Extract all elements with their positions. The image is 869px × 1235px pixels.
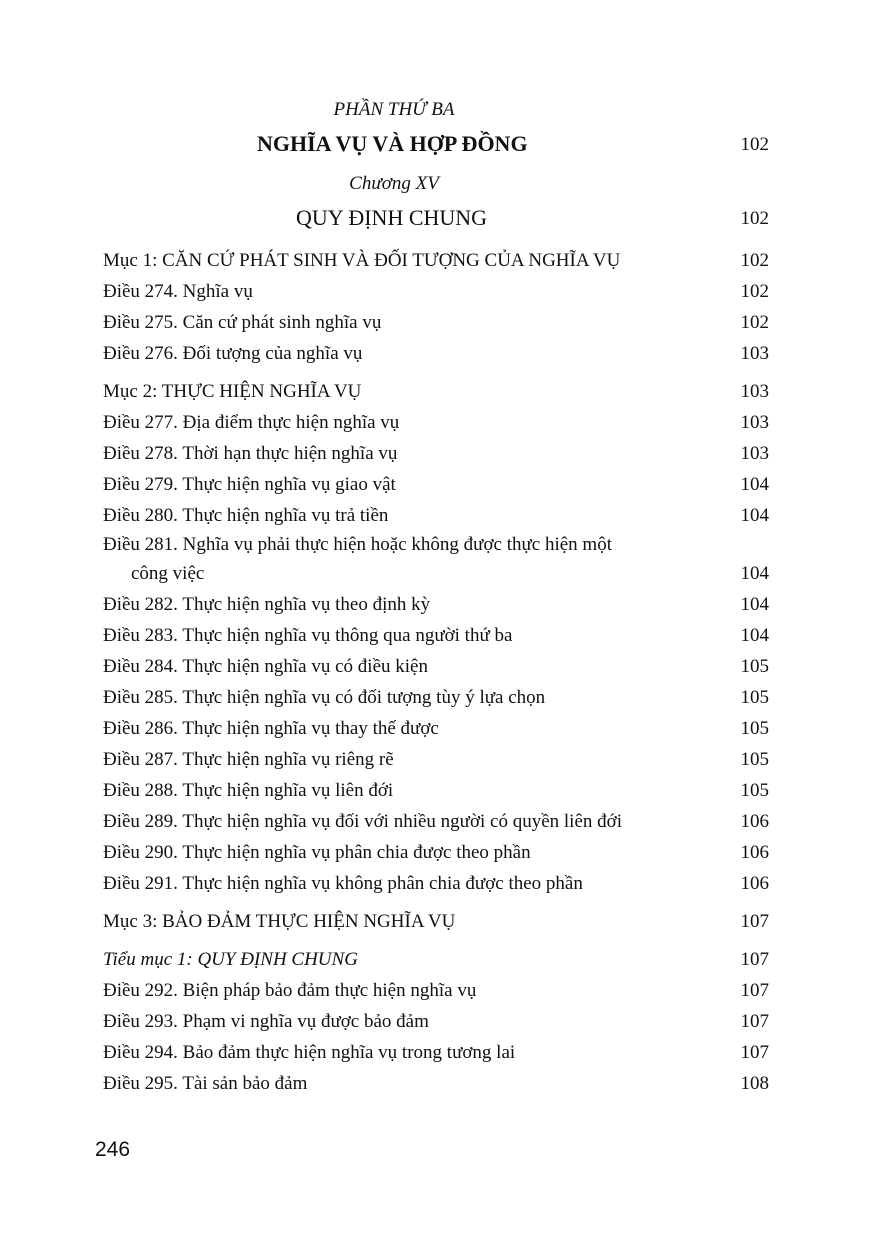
entry-title: Điều 274. Nghĩa vụ <box>103 281 253 302</box>
entry-page-number: 103 <box>740 381 769 402</box>
entry-title: Điều 278. Thời hạn thực hiện nghĩa vụ <box>103 443 398 464</box>
toc-article-entry[interactable] <box>103 975 769 1006</box>
entry-page-number: 107 <box>740 980 769 1001</box>
entry-page-number: 103 <box>740 343 769 364</box>
entry-title: Tiểu mục 1: QUY ĐỊNH CHUNG <box>103 949 358 970</box>
entry-title: Điều 283. Thực hiện nghĩa vụ thông qua người thứ ba <box>103 625 513 646</box>
entry-page-number: 105 <box>740 718 769 739</box>
entry-page-number: 107 <box>740 1011 769 1032</box>
entry-page-number: 108 <box>740 1073 769 1094</box>
toc-article-entry[interactable] <box>103 1006 769 1037</box>
entry-page-number: 105 <box>740 780 769 801</box>
chapter-label: Chương XV <box>349 173 439 194</box>
entry-page-number: 103 <box>740 412 769 433</box>
toc-article-entry[interactable] <box>103 682 769 713</box>
entry-page-number: 104 <box>740 625 769 646</box>
entry-page-number: 104 <box>740 474 769 495</box>
toc-article-entry[interactable] <box>103 338 769 369</box>
entry-page-number: 104 <box>740 505 769 526</box>
entry-title: Điều 288. Thực hiện nghĩa vụ liên đới <box>103 780 394 801</box>
toc-article-entry[interactable] <box>103 806 769 837</box>
entry-title: Điều 294. Bảo đảm thực hiện nghĩa vụ trong tương lai <box>103 1042 516 1063</box>
toc-article-entry[interactable] <box>103 307 769 338</box>
toc-article-entry[interactable] <box>103 1068 769 1099</box>
toc-article-entry[interactable] <box>103 713 769 744</box>
entry-title: Điều 277. Địa điểm thực hiện nghĩa vụ <box>103 412 400 433</box>
part-label: PHẦN THỨ BA <box>333 99 455 120</box>
toc-article-entry[interactable] <box>103 837 769 868</box>
toc-section-entry[interactable] <box>103 376 769 407</box>
toc-article-entry[interactable] <box>103 276 769 307</box>
toc-list <box>103 245 769 1099</box>
entry-title: Điều 276. Đối tượng của nghĩa vụ <box>103 343 363 364</box>
toc-section-entry[interactable] <box>103 906 769 937</box>
entry-title-continued: công việc <box>131 563 205 584</box>
entry-title: Điều 287. Thực hiện nghĩa vụ riêng rẽ <box>103 749 394 770</box>
entry-page-number: 102 <box>740 250 769 271</box>
entry-page-number: 107 <box>740 911 769 932</box>
entry-title: Điều 279. Thực hiện nghĩa vụ giao vật <box>103 474 396 495</box>
entry-title: Điều 291. Thực hiện nghĩa vụ không phân chia được theo phần <box>103 873 583 894</box>
entry-page-number: 104 <box>740 594 769 615</box>
entry-page-number: 107 <box>740 949 769 970</box>
entry-page-number: 102 <box>740 281 769 302</box>
toc-article-entry[interactable] <box>103 469 769 500</box>
toc-article-entry[interactable] <box>103 775 769 806</box>
entry-title: Điều 280. Thực hiện nghĩa vụ trả tiền <box>103 505 389 526</box>
chapter-title: QUY ĐỊNH CHUNG <box>296 205 488 230</box>
part-page-number: 102 <box>740 134 769 155</box>
toc-section-entry[interactable] <box>103 245 769 276</box>
entry-page-number: 102 <box>740 312 769 333</box>
entry-page-number: 105 <box>740 687 769 708</box>
toc-article-entry[interactable] <box>103 589 769 620</box>
toc-article-entry[interactable] <box>103 438 769 469</box>
toc-article-entry[interactable] <box>103 868 769 899</box>
toc-subsection-entry[interactable] <box>103 944 769 975</box>
entry-page-number: 105 <box>740 656 769 677</box>
toc-article-entry[interactable] <box>103 531 769 589</box>
entry-title: Mục 3: BẢO ĐẢM THỰC HIỆN NGHĨA VỤ <box>103 911 456 932</box>
entry-title: Điều 295. Tài sản bảo đảm <box>103 1073 308 1094</box>
entry-title: Điều 281. Nghĩa vụ phải thực hiện hoặc không được thực hiện một <box>103 534 612 555</box>
toc-article-entry[interactable] <box>103 620 769 651</box>
entry-title: Điều 284. Thực hiện nghĩa vụ có điều kiện <box>103 656 428 677</box>
entry-title: Điều 285. Thực hiện nghĩa vụ có đối tượng tùy ý lựa chọn <box>103 687 546 708</box>
toc-article-entry[interactable] <box>103 407 769 438</box>
entry-page-number: 105 <box>740 749 769 770</box>
toc-article-entry[interactable] <box>103 744 769 775</box>
entry-page-number: 106 <box>740 811 769 832</box>
entry-title: Điều 289. Thực hiện nghĩa vụ đối với nhiều người có quyền liên đới <box>103 811 622 832</box>
entry-title: Điều 275. Căn cứ phát sinh nghĩa vụ <box>103 312 382 333</box>
entry-title: Điều 282. Thực hiện nghĩa vụ theo định kỳ <box>103 594 431 615</box>
entry-title: Điều 290. Thực hiện nghĩa vụ phân chia được theo phần <box>103 842 531 863</box>
entry-page-number: 106 <box>740 873 769 894</box>
entry-title: Mục 2: THỰC HIỆN NGHĨA VỤ <box>103 381 362 402</box>
entry-title: Mục 1: CĂN CỨ PHÁT SINH VÀ ĐỐI TƯỢNG CỦA NGHĨA VỤ <box>103 250 621 271</box>
entry-page-number: 106 <box>740 842 769 863</box>
chapter-page-number: 102 <box>740 208 769 229</box>
toc-article-entry[interactable] <box>103 651 769 682</box>
part-title: NGHĨA VỤ VÀ HỢP ĐỒNG <box>257 131 528 156</box>
toc-article-entry[interactable] <box>103 500 769 531</box>
entry-page-number: 104 <box>740 563 769 584</box>
entry-page-number: 103 <box>740 443 769 464</box>
toc-article-entry[interactable] <box>103 1037 769 1068</box>
page-folio-number: 246 <box>95 1138 131 1161</box>
entry-title: Điều 286. Thực hiện nghĩa vụ thay thế được <box>103 718 439 739</box>
entry-page-number: 107 <box>740 1042 769 1063</box>
entry-title: Điều 292. Biện pháp bảo đảm thực hiện nghĩa vụ <box>103 980 477 1001</box>
entry-title: Điều 293. Phạm vi nghĩa vụ được bảo đảm <box>103 1011 429 1032</box>
